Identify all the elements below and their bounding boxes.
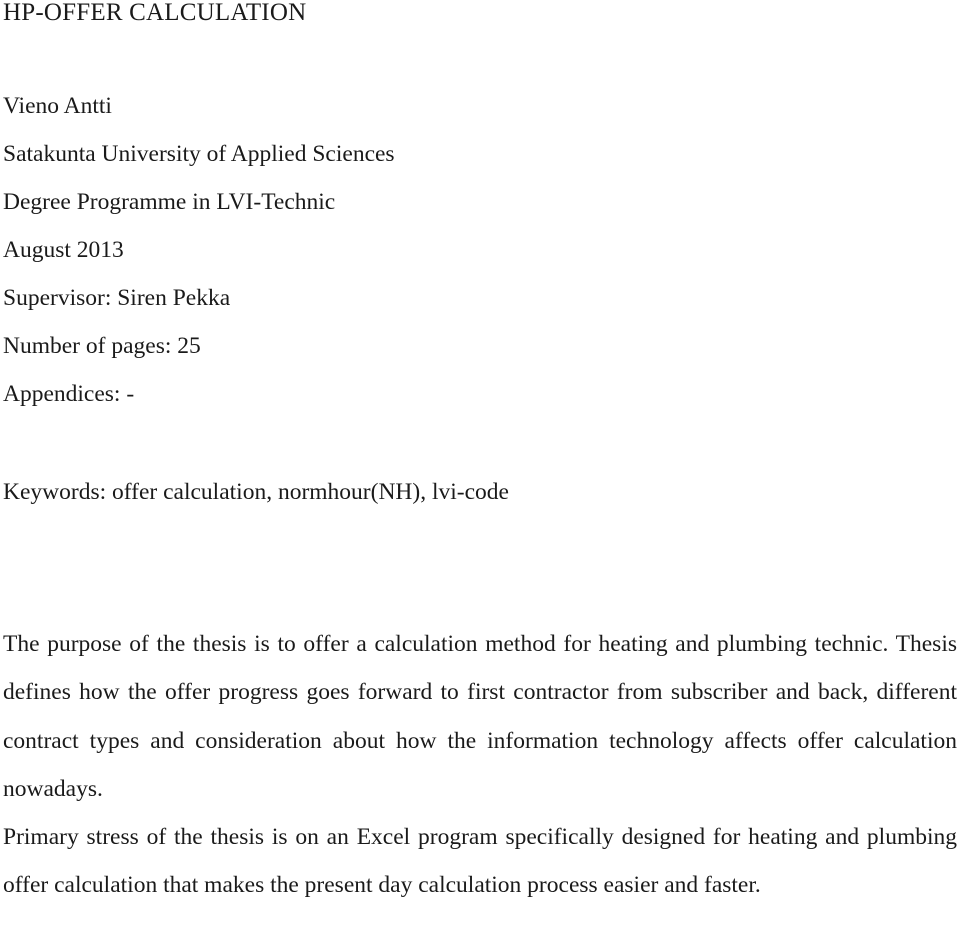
abstract-body bbox=[3, 620, 957, 910]
institution-name: Satakunta University of Applied Sciences bbox=[3, 141, 395, 167]
supervisor-line: Supervisor: Siren Pekka bbox=[3, 285, 231, 311]
abstract-paragraph: Primary stress of the thesis is on an Excel program specifically designed for heating and plumbing offer calculation that makes the present day calculation process easier and faster. bbox=[3, 824, 957, 899]
page-count-line: Number of pages: 25 bbox=[3, 333, 201, 359]
document-title: HP-OFFER CALCULATION bbox=[3, 0, 307, 26]
appendices-line: Appendices: - bbox=[3, 381, 135, 407]
keywords-line: Keywords: offer calculation, normhour(NH), lvi-code bbox=[3, 479, 509, 505]
publication-date: August 2013 bbox=[3, 237, 124, 263]
degree-programme: Degree Programme in LVI-Technic bbox=[3, 189, 336, 215]
author-name: Vieno Antti bbox=[3, 93, 112, 119]
abstract-paragraph: The purpose of the thesis is to offer a calculation method for heating and plumbing technic. Thesis defines how the offer progress goes forward to first contractor from subscriber and back, different contract types and consideration about how the information technology affects offer calculation nowadays. bbox=[3, 631, 957, 802]
